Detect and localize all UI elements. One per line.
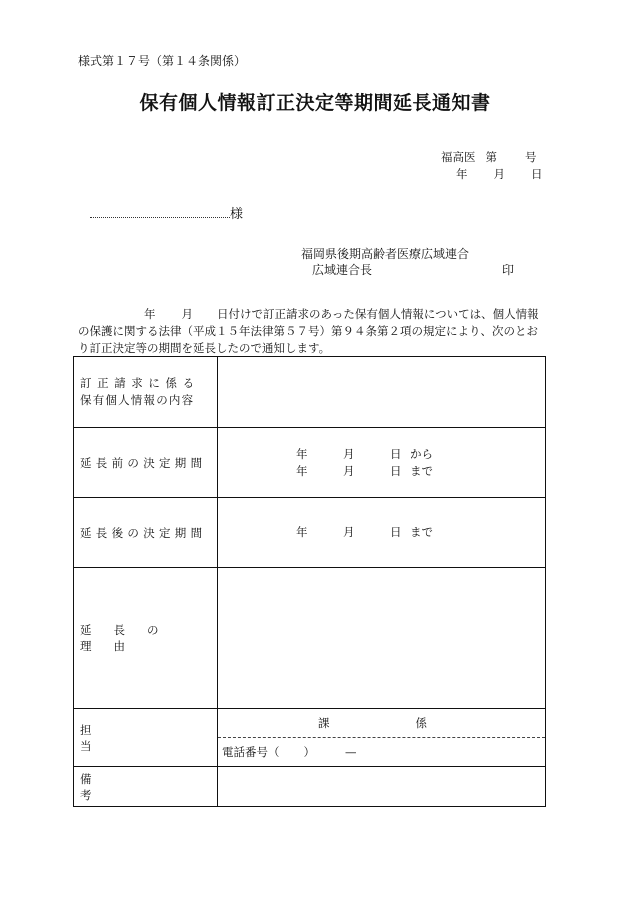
row-content-label — [74, 357, 218, 428]
row-remarks — [74, 767, 546, 807]
reference-number — [441, 149, 537, 165]
row-before-value[interactable] — [218, 428, 546, 498]
row-remarks-value[interactable] — [218, 767, 546, 807]
reference-go: 号 — [525, 150, 537, 164]
after-day: 日 — [390, 525, 402, 539]
section-kakari: 係 — [415, 716, 427, 730]
issue-date — [456, 166, 543, 182]
row-contact-value — [218, 709, 546, 767]
intro-year: 年 — [144, 307, 156, 321]
row-content-value[interactable] — [218, 357, 546, 428]
period-after — [218, 524, 545, 541]
contact-phone[interactable] — [218, 738, 545, 766]
document-title: 保有個人情報訂正決定等期間延長通知書 — [139, 92, 491, 114]
after-year: 年 — [296, 525, 308, 539]
row-before-period — [74, 428, 546, 498]
row-after-value[interactable] — [218, 498, 546, 568]
row-reason-value[interactable] — [218, 568, 546, 709]
after-month: 月 — [343, 525, 355, 539]
label-line1 — [80, 375, 213, 392]
issuer-organization: 福岡県後期高齢者医療広域連合 — [301, 247, 470, 261]
notice-table — [73, 356, 546, 807]
date-year: 年 — [456, 167, 468, 181]
row-remarks-label — [74, 767, 218, 807]
row-contact — [74, 709, 546, 767]
reference-prefix: 福高医 — [441, 150, 476, 164]
row-after-period — [74, 498, 546, 568]
row-reason-label — [74, 568, 218, 709]
to-suffix: まで — [410, 463, 433, 478]
to-year: 年 — [296, 463, 308, 478]
phone-close: ） — [303, 745, 315, 759]
row-contact-label — [74, 709, 218, 767]
section-ka: 課 — [318, 716, 330, 730]
phone-label: 電話番号（ — [222, 745, 280, 759]
seal-mark: 印 — [501, 263, 514, 277]
issuer-title: 広域連合長 — [312, 263, 373, 277]
addressee-blank[interactable] — [90, 205, 230, 218]
row-after-label — [74, 498, 218, 568]
row-before-label — [74, 428, 218, 498]
date-day: 日 — [531, 167, 543, 181]
from-month: 月 — [343, 446, 355, 461]
from-year: 年 — [296, 446, 308, 461]
label-text: 訂正請求に係る — [80, 376, 200, 390]
label-line2: 保有個人情報の内容 — [80, 393, 195, 407]
form-number: 様式第１７号（第１４条関係） — [78, 54, 247, 68]
date-month: 月 — [493, 167, 505, 181]
addressee — [90, 203, 243, 222]
from-suffix: から — [410, 446, 433, 461]
to-month: 月 — [343, 463, 355, 478]
issuer-title-line — [312, 261, 514, 278]
row-content — [74, 357, 546, 428]
intro-text: 日付けで訂正請求のあった保有個人情報については、個人情報の保護に関する法律（平成１５年法律第５７号）第９４条第２項の規定により、次のとおり訂正決定等の期間を延長したので通知します。 — [78, 307, 539, 355]
after-suffix: まで — [410, 525, 433, 539]
intro-paragraph — [78, 306, 548, 357]
period-to — [218, 463, 545, 480]
phone-dash: — — [345, 745, 357, 759]
label-text: 備考 — [80, 771, 194, 802]
intro-month: 月 — [181, 307, 193, 321]
label-text: 延長後の決定期間 — [80, 525, 207, 540]
label-text: 延長の理由 — [80, 623, 181, 653]
label-text: 担当 — [80, 722, 184, 753]
contact-section[interactable] — [218, 709, 545, 738]
to-day: 日 — [390, 463, 402, 478]
row-reason — [74, 568, 546, 709]
addressee-suffix: 様 — [230, 207, 244, 222]
from-day: 日 — [390, 446, 402, 461]
label-text: 延長前の決定期間 — [80, 455, 207, 470]
reference-dai: 第 — [485, 150, 497, 164]
period-from — [218, 446, 545, 463]
